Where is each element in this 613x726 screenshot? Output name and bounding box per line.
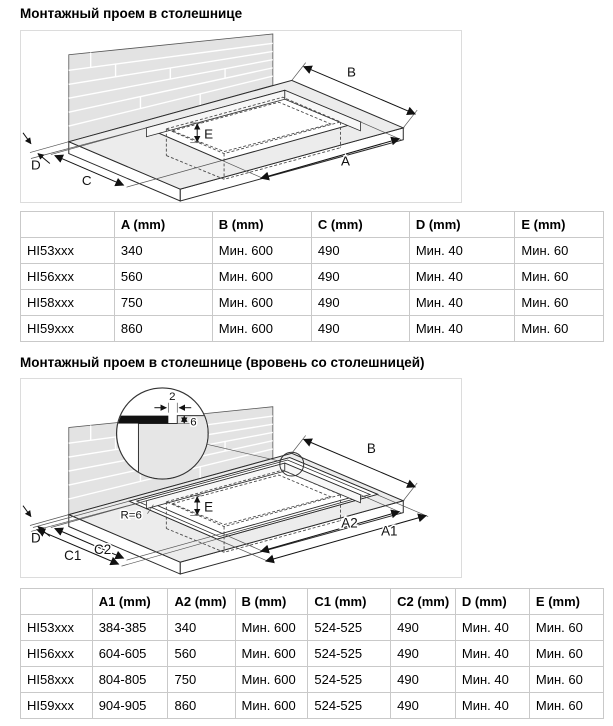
value-cell: 384-385: [92, 615, 168, 641]
value-cell: 524-525: [308, 667, 391, 693]
value-cell: Мин. 40: [409, 316, 515, 342]
row-label: HI58xxx: [21, 667, 93, 693]
value-cell: Мин. 60: [515, 238, 604, 264]
value-cell: 750: [114, 290, 212, 316]
column-header: E (mm): [529, 589, 603, 615]
flush-cutout-dimensions-table: [20, 588, 604, 719]
row-label: HI56xxx: [21, 264, 115, 290]
value-cell: 750: [168, 667, 235, 693]
value-cell: 490: [311, 264, 409, 290]
value-cell: 804-805: [92, 667, 168, 693]
value-cell: Мин. 60: [515, 290, 604, 316]
section2-title: Монтажный проем в столешнице (вровень со столешницей): [20, 355, 425, 370]
label-detail-depth: 6: [190, 416, 197, 429]
diagram-panel-flush: [20, 378, 462, 578]
table-row: [21, 667, 604, 693]
value-cell: 490: [391, 615, 456, 641]
value-cell: 524-525: [308, 641, 391, 667]
column-header: [21, 212, 115, 238]
column-header: E (mm): [515, 212, 604, 238]
value-cell: Мин. 600: [212, 238, 311, 264]
label-A1: A1: [381, 523, 398, 539]
value-cell: 490: [311, 316, 409, 342]
value-cell: 524-525: [308, 693, 391, 719]
table-row: [21, 290, 604, 316]
value-cell: Мин. 600: [235, 641, 308, 667]
value-cell: Мин. 40: [409, 264, 515, 290]
label-R: R=6: [120, 509, 142, 522]
value-cell: Мин. 60: [515, 316, 604, 342]
label-D: D: [30, 530, 41, 546]
header-row: [21, 212, 604, 238]
section1-title: Монтажный проем в столешнице: [20, 6, 243, 21]
value-cell: 490: [311, 238, 409, 264]
value-cell: 524-525: [308, 615, 391, 641]
value-cell: 490: [391, 641, 456, 667]
value-cell: 490: [391, 693, 456, 719]
row-label: HI53xxx: [21, 238, 115, 264]
table-row: [21, 615, 604, 641]
value-cell: 340: [114, 238, 212, 264]
column-header: B (mm): [235, 589, 308, 615]
label-B: B: [366, 441, 376, 457]
value-cell: Мин. 600: [235, 693, 308, 719]
column-header: A (mm): [114, 212, 212, 238]
label-A2: A2: [341, 515, 358, 531]
column-header: C1 (mm): [308, 589, 391, 615]
label-C2: C2: [94, 542, 112, 558]
label-D: D: [30, 157, 41, 173]
column-header: [21, 589, 93, 615]
value-cell: Мин. 40: [455, 667, 529, 693]
table-row: [21, 264, 604, 290]
column-header: B (mm): [212, 212, 311, 238]
value-cell: Мин. 60: [529, 693, 603, 719]
label-A: A: [341, 153, 351, 169]
value-cell: 560: [114, 264, 212, 290]
value-cell: Мин. 60: [515, 264, 604, 290]
column-header: C (mm): [311, 212, 409, 238]
table-row: [21, 238, 604, 264]
value-cell: Мин. 600: [212, 264, 311, 290]
row-label: HI56xxx: [21, 641, 93, 667]
value-cell: Мин. 600: [212, 290, 311, 316]
column-header: C2 (mm): [391, 589, 456, 615]
label-E: E: [204, 499, 214, 515]
value-cell: 860: [168, 693, 235, 719]
table-row: [21, 641, 604, 667]
value-cell: 904-905: [92, 693, 168, 719]
table-row: [21, 316, 604, 342]
cutout-diagram: [21, 31, 461, 202]
label-C1: C1: [64, 548, 82, 564]
flush-cutout-diagram: [21, 379, 461, 577]
value-cell: 340: [168, 615, 235, 641]
label-C: C: [81, 173, 92, 189]
row-label: HI59xxx: [21, 693, 93, 719]
value-cell: 560: [168, 641, 235, 667]
row-label: HI53xxx: [21, 615, 93, 641]
value-cell: Мин. 600: [235, 615, 308, 641]
column-header: D (mm): [455, 589, 529, 615]
table-row: [21, 693, 604, 719]
value-cell: 860: [114, 316, 212, 342]
value-cell: 490: [311, 290, 409, 316]
hob-edge-cross-section: [115, 416, 169, 424]
value-cell: Мин. 600: [235, 667, 308, 693]
value-cell: Мин. 60: [529, 667, 603, 693]
value-cell: Мин. 40: [455, 693, 529, 719]
value-cell: Мин. 40: [455, 615, 529, 641]
row-label: HI58xxx: [21, 290, 115, 316]
value-cell: Мин. 40: [409, 290, 515, 316]
value-cell: 490: [391, 667, 456, 693]
label-B: B: [347, 64, 356, 80]
label-detail-width: 2: [169, 390, 176, 403]
value-cell: Мин. 600: [212, 316, 311, 342]
column-header: A2 (mm): [168, 589, 235, 615]
diagram-panel-cutout: [20, 30, 462, 203]
value-cell: Мин. 40: [409, 238, 515, 264]
label-E: E: [204, 126, 214, 142]
column-header: D (mm): [409, 212, 515, 238]
column-header: A1 (mm): [92, 589, 168, 615]
header-row: [21, 589, 604, 615]
value-cell: Мин. 40: [455, 641, 529, 667]
value-cell: 604-605: [92, 641, 168, 667]
cutout-dimensions-table: [20, 211, 604, 342]
value-cell: Мин. 60: [529, 615, 603, 641]
value-cell: Мин. 60: [529, 641, 603, 667]
row-label: HI59xxx: [21, 316, 115, 342]
